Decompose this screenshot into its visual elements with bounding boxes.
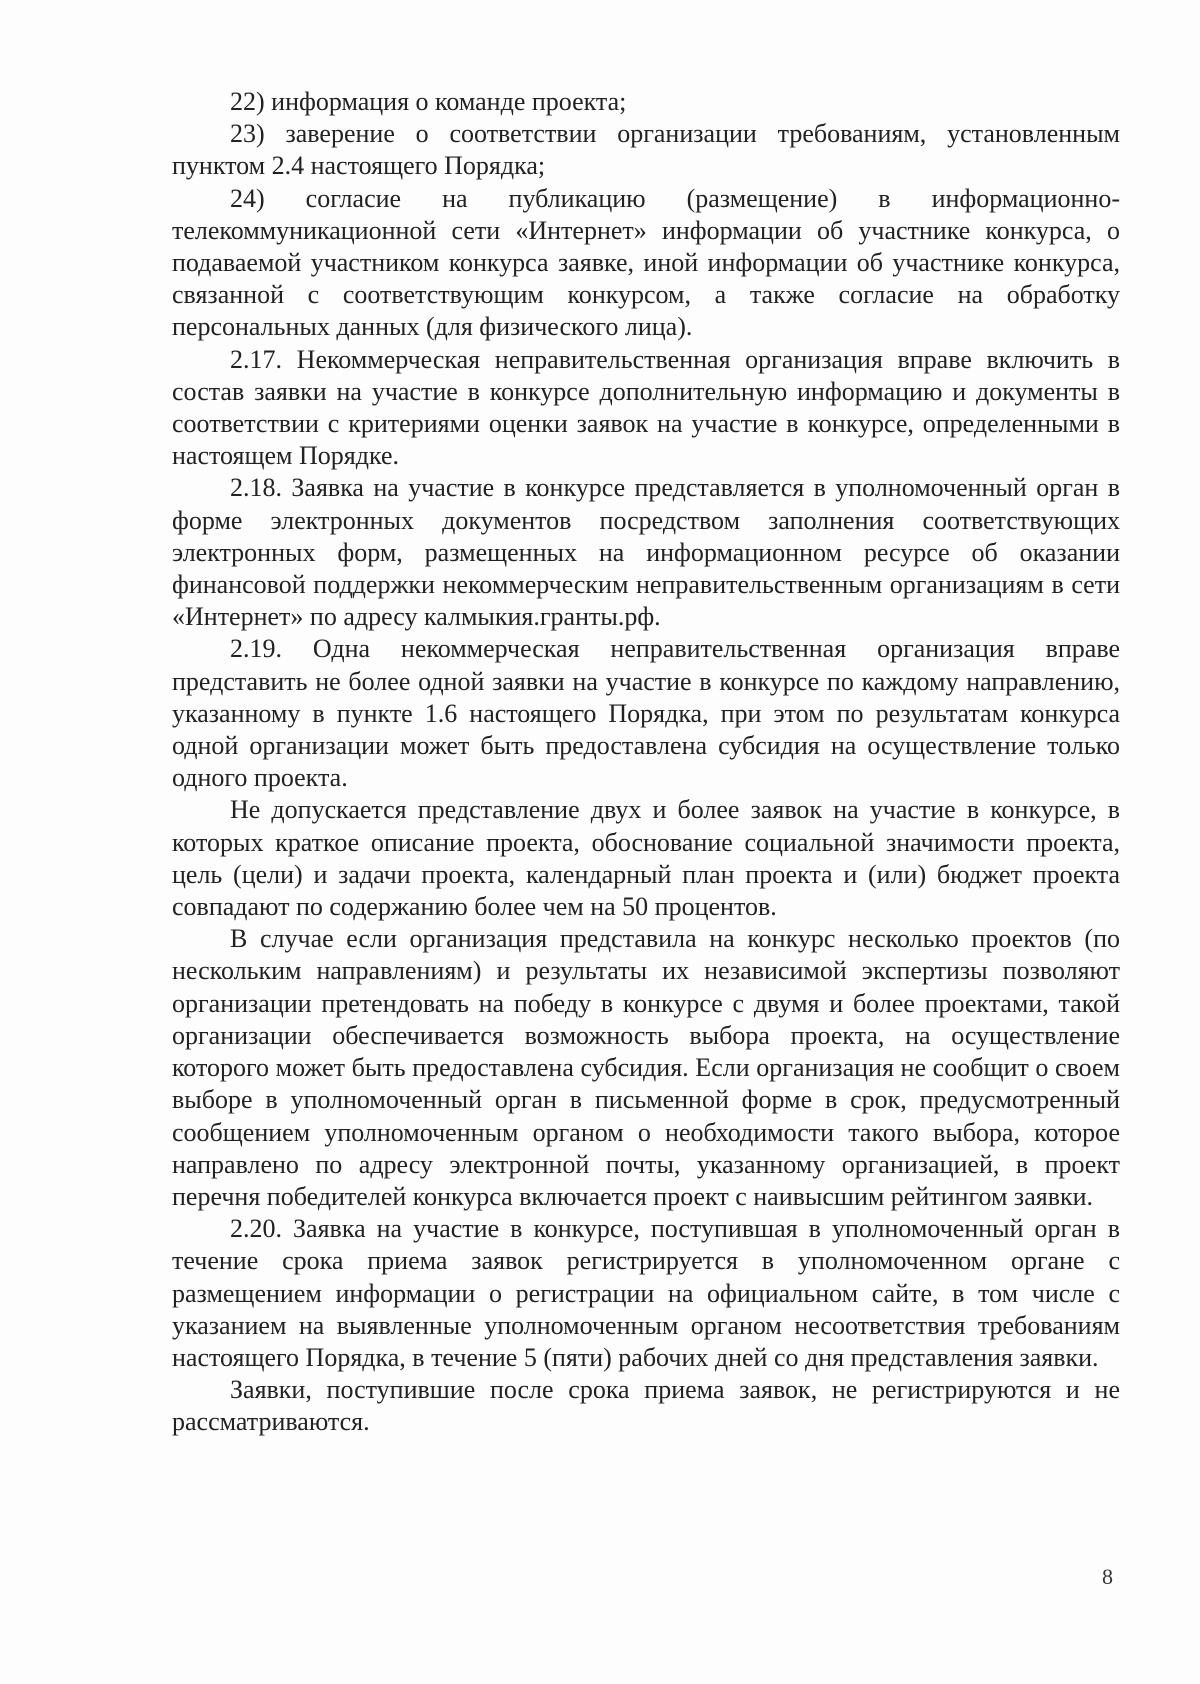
paragraph-duplicate-applications: Не допускается представление двух и более заявок на участие в конкурсе, в которых краткое описание проекта, обоснование социальной значимости проекта, цель (цели) и задачи проекта, календарный план проекта и (или) бюджет проекта совпадают по содержанию более чем на 50 процентов.: [172, 795, 1120, 922]
paragraph-item-24: 24) согласие на публикацию (размещение) в информационно-телекоммуникационной сети «Интернет» информации об участнике конкурса, о подаваемой участником конкурса заявке, иной информации об участнике конкурса, связанной с соответствующим конкурсом, а также согласие на обработку персональных данных (для физического лица).: [172, 183, 1120, 342]
paragraph-2-18: 2.18. Заявка на участие в конкурсе представляется в уполномоченный орган в форме электронных документов посредством заполнения соответствующих электронных форм, размещенных на информационном ресурсе об оказании финансовой поддержки некоммерческим неправительственным организациям в сети «Интернет» по адресу калмыкия.гранты.рф.: [172, 473, 1120, 632]
paragraph-multiple-projects: В случае если организация представила на конкурс несколько проектов (по нескольким направлениям) и результаты их независимой экспертизы позволяют организации претендовать на победу в конкурсе с двумя и более проектами, такой организации обеспечивается возможность выбора проекта, на осуществление которого может быть предоставлена субсидия. Если организация не сообщит о своем выборе в уполномоченный орган в письменной форме в срок, предусмотренный сообщением уполномоченным органом о необходимости такого выбора, которое направлено по адресу электронной почты, указанному организацией, в проект перечня победителей конкурса включается проект с наивысшим рейтингом заявки.: [172, 924, 1120, 1211]
paragraph-item-22: 22) информация о команде проекта;: [230, 87, 627, 116]
page-number: 8: [1102, 1564, 1113, 1589]
paragraph-item-23: 23) заверение о соответствии организации требованиям, установленным пунктом 2.4 настоящего Порядка;: [172, 119, 1120, 181]
paragraph-2-20: 2.20. Заявка на участие в конкурсе, поступившая в уполномоченный орган в течение срока приема заявок регистрируется в уполномоченном органе с размещением информации о регистрации на официальном сайте, в том числе с указанием на выявленные уполномоченным органом несоответствия требованиям настоящего Порядка, в течение 5 (пяти) рабочих дней со дня представления заявки.: [172, 1214, 1120, 1372]
document-body: [172, 86, 1120, 1439]
paragraph-late-applications: Заявки, поступившие после срока приема заявок, не регистрируются и не рассматриваются.: [172, 1375, 1120, 1437]
paragraph-2-19: 2.19. Одна некоммерческая неправительственная организация вправе представить не более одной заявки на участие в конкурсе по каждому направлению, указанному в пункте 1.6 настоящего Порядка, при этом по результатам конкурса одной организации может быть предоставлена субсидия на осуществление только одного проекта.: [172, 634, 1120, 793]
paragraph-2-17: 2.17. Некоммерческая неправительственная организация вправе включить в состав заявки на участие в конкурсе дополнительную информацию и документы в соответствии с критериями оценки заявок на участие в конкурсе, определенными в настоящем Порядке.: [172, 344, 1120, 471]
